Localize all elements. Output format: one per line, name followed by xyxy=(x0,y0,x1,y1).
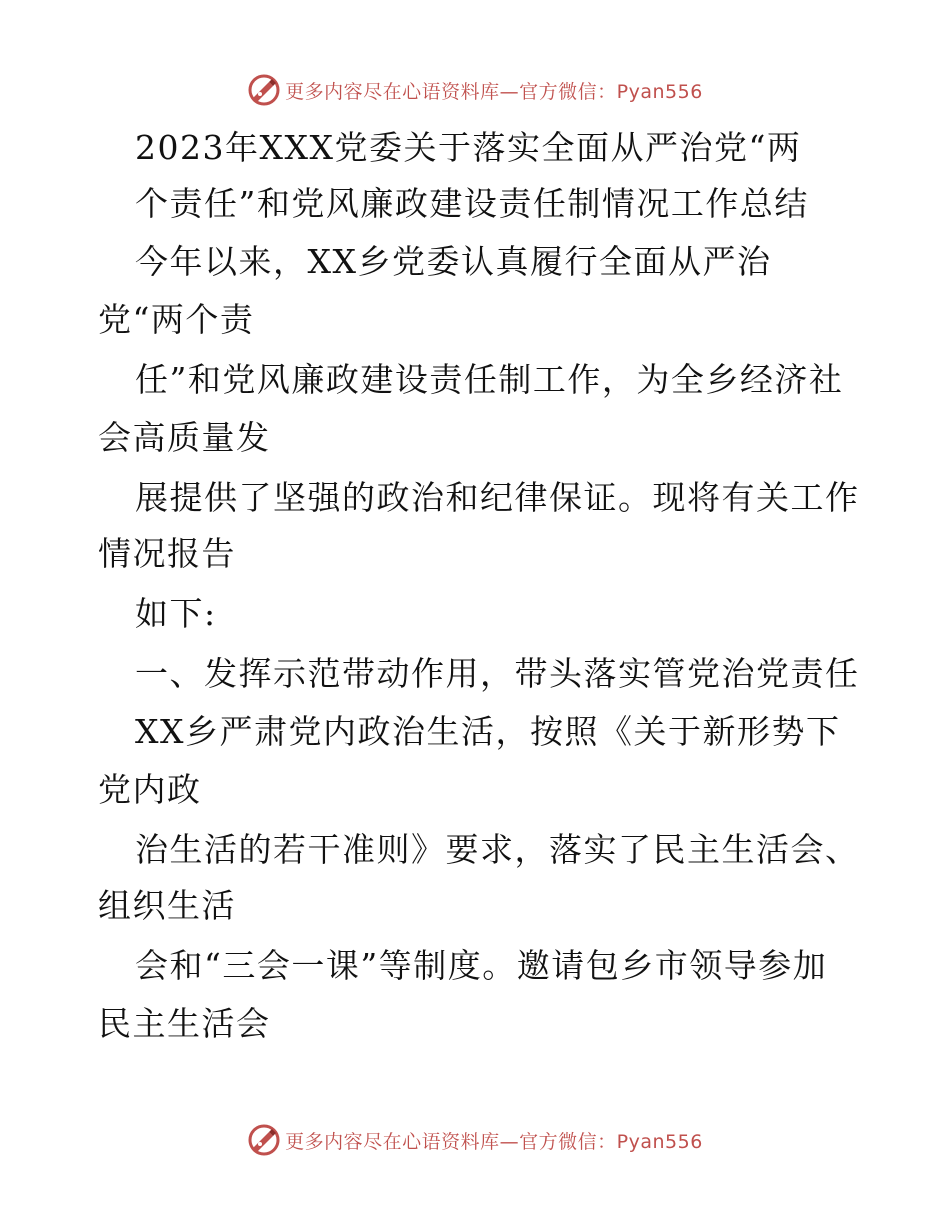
doc-paragraph-line: 如下: xyxy=(135,594,217,633)
pen-circle-logo-icon xyxy=(247,1123,281,1157)
doc-paragraph-line: 党内政 xyxy=(98,770,202,809)
footer-banner xyxy=(0,1120,950,1160)
header-banner xyxy=(0,70,950,110)
doc-paragraph-line: 今年以来，XX乡党委认真履行全面从严治 xyxy=(135,242,772,281)
doc-paragraph-line: 组织生活 xyxy=(98,886,236,925)
doc-paragraph-line: 治生活的若干准则》要求，落实了民主生活会、 xyxy=(135,830,860,869)
doc-paragraph-line: 情况报告 xyxy=(98,534,236,573)
pen-circle-logo-icon xyxy=(247,73,281,107)
doc-section-heading: 一、发挥示范带动作用，带头落实管党治党责任 xyxy=(135,654,860,693)
doc-title-line-1: 2023年XXX党委关于落实全面从严治党“两 xyxy=(135,128,802,167)
doc-paragraph-line: 民主生活会 xyxy=(98,1004,271,1043)
banner-text: 更多内容尽在心语资料库—官方微信：Pyan556 xyxy=(285,80,703,103)
doc-paragraph-line: 任”和党风廉政建设责任制工作，为全乡经济社 xyxy=(135,360,844,399)
doc-paragraph-line: 会高质量发 xyxy=(98,418,271,457)
doc-title-line-2: 个责任”和党风廉政建设责任制情况工作总结 xyxy=(135,184,809,223)
doc-paragraph-line: 党“两个责 xyxy=(98,300,255,339)
doc-paragraph-line: 会和“三会一课”等制度。邀请包乡市领导参加 xyxy=(135,946,828,985)
doc-paragraph-line: 展提供了坚强的政治和纪律保证。现将有关工作 xyxy=(135,478,860,517)
banner-text: 更多内容尽在心语资料库—官方微信：Pyan556 xyxy=(285,1130,703,1153)
doc-paragraph-line: XX乡严肃党内政治生活，按照《关于新形势下 xyxy=(135,712,841,751)
